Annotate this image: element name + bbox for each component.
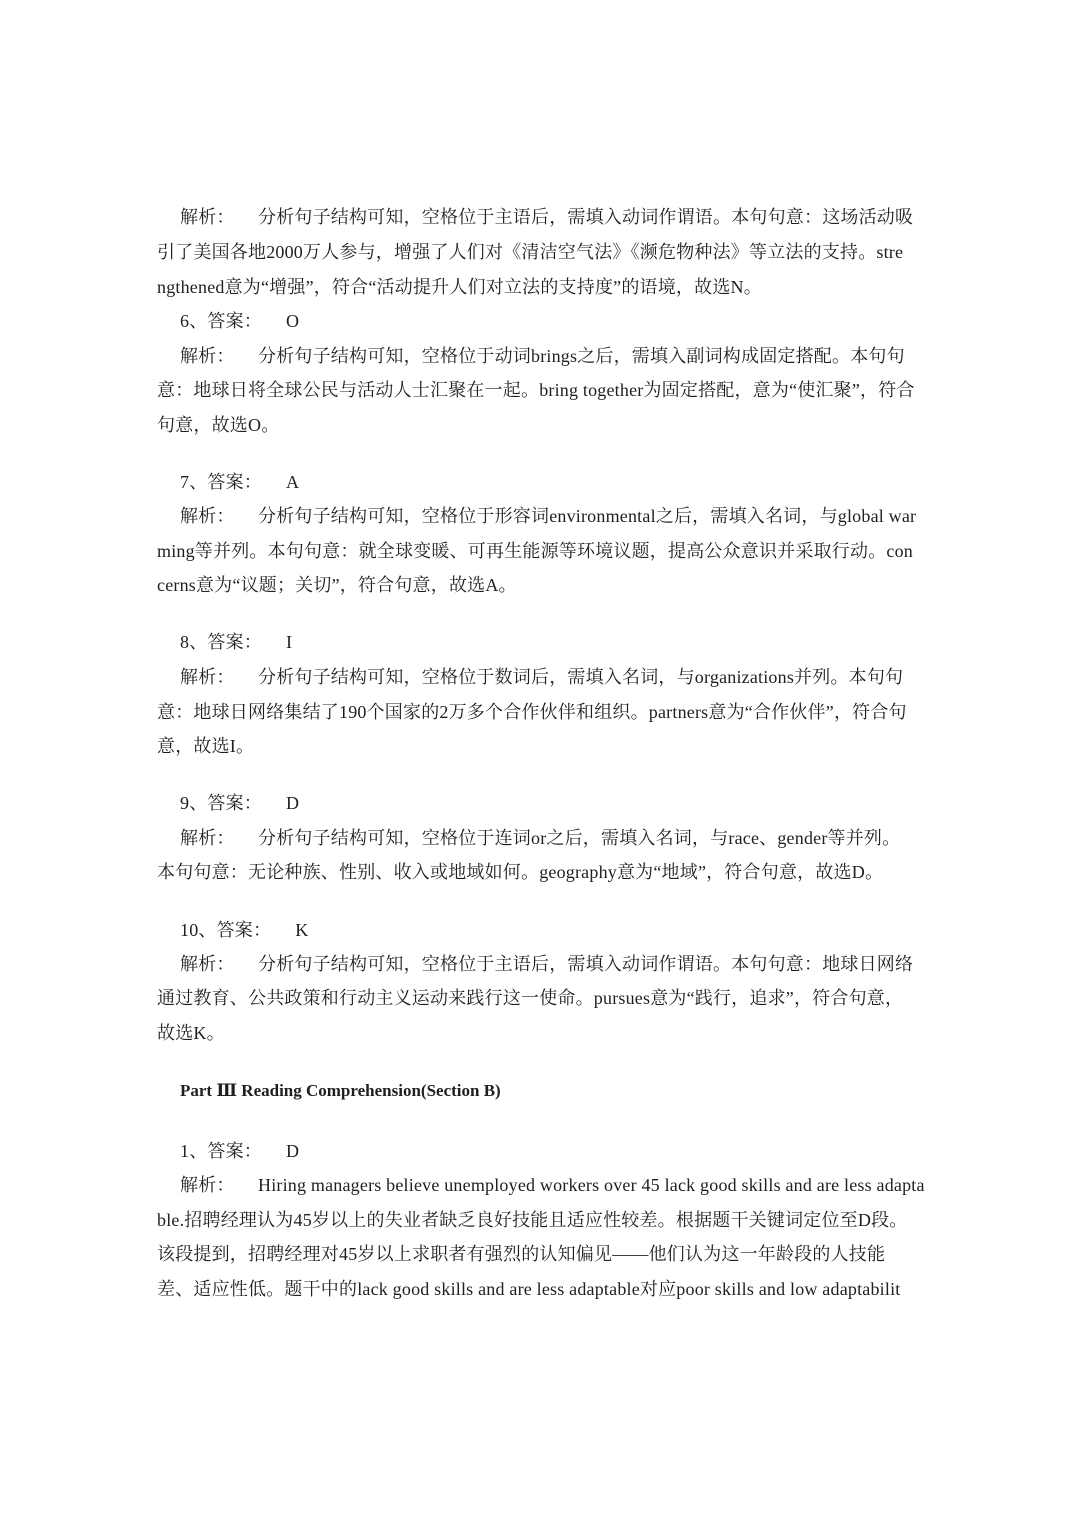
text-line: ngthened意为“增强”，符合“活动提升人们对立法的支持度”的语境，故选N。 xyxy=(157,277,762,297)
analysis-line: 解析： 分析句子结构可知，空格位于动词brings之后，需填入副词构成固定搭配。本句句 xyxy=(180,346,905,366)
answer-line-6: 6、答案： O xyxy=(180,311,300,331)
answer-line-10: 10、答案： K xyxy=(180,920,309,940)
answer-line-1: 1、答案： D xyxy=(180,1141,300,1161)
analysis-line: 解析： Hiring managers believe unemployed workers over 45 lack good skills and are less adapta xyxy=(180,1175,925,1195)
text-line: ble.招聘经理认为45岁以上的失业者缺乏良好技能且适应性较差。根据题干关键词定位至D段。 xyxy=(157,1210,908,1230)
answer-line-8: 8、答案： I xyxy=(180,632,293,652)
answer-line-7: 7、答案： A xyxy=(180,472,300,492)
text-line: 本句句意：无论种族、性别、收入或地域如何。geography意为“地域”，符合句意，故选D。 xyxy=(157,862,884,882)
analysis-line: 解析： 分析句子结构可知，空格位于连词or之后，需填入名词，与race、gender等并列。 xyxy=(180,828,901,848)
section-heading: Part Ⅲ Reading Comprehension(Section B) xyxy=(180,1081,501,1100)
text-line: 句意，故选O。 xyxy=(157,415,280,435)
text-line: 差、适应性低。题干中的lack good skills and are less adaptable对应poor skills and low adaptabilit xyxy=(157,1279,901,1299)
text-line: 意：地球日将全球公民与活动人士汇聚在一起。bring together为固定搭配，意为“使汇聚”，符合 xyxy=(157,380,915,400)
analysis-line: 解析： 分析句子结构可知，空格位于形容词environmental之后，需填入名词，与global war xyxy=(180,506,917,526)
analysis-line: 解析： 分析句子结构可知，空格位于主语后，需填入动词作谓语。本句句意：这场活动吸 xyxy=(180,207,914,227)
analysis-line: 解析： 分析句子结构可知，空格位于数词后，需填入名词，与organizations并列。本句句 xyxy=(180,667,904,687)
text-line: 故选K。 xyxy=(157,1023,225,1043)
text-line: ming等并列。本句句意：就全球变暖、可再生能源等环境议题，提高公众意识并采取行动。con xyxy=(157,541,913,561)
text-line: 意：地球日网络集结了190个国家的2万多个合作伙伴和组织。partners意为“合作伙伴”，符合句 xyxy=(157,702,907,722)
analysis-line: 解析： 分析句子结构可知，空格位于主语后，需填入动词作谓语。本句句意：地球日网络 xyxy=(180,954,914,974)
text-line: 通过教育、公共政策和行动主义运动来践行这一使命。pursues意为“践行，追求”，符合句意， xyxy=(157,988,904,1008)
text-line: 引了美国各地2000万人参与，增强了人们对《清洁空气法》《濒危物种法》等立法的支持。stre xyxy=(157,242,904,262)
text-line: 该段提到，招聘经理对45岁以上求职者有强烈的认知偏见——他们认为这一年龄段的人技能 xyxy=(157,1244,886,1264)
text-line: 意，故选I。 xyxy=(157,736,255,756)
answer-line-9: 9、答案： D xyxy=(180,793,300,813)
text-line: cerns意为“议题；关切”，符合句意，故选A。 xyxy=(157,575,517,595)
